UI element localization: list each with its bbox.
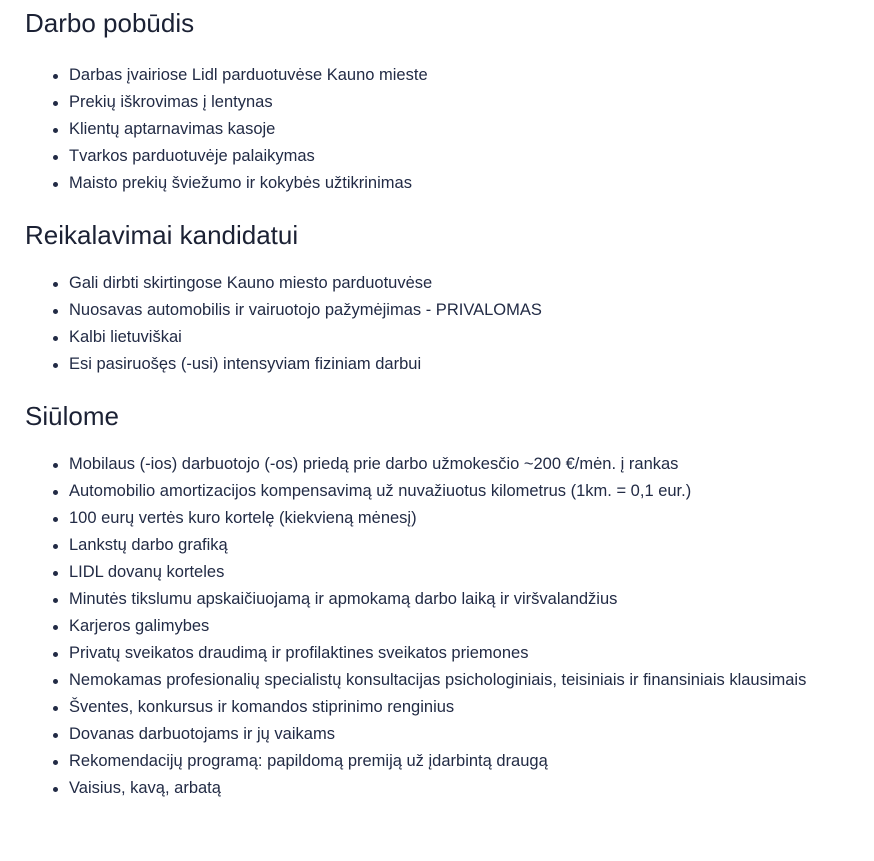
list-item: Gali dirbti skirtingose Kauno miesto parduotuvėse [25,270,860,297]
list-item: Lankstų darbo grafiką [25,532,860,559]
list-item: Darbas įvairiose Lidl parduotuvėse Kauno mieste [25,62,860,89]
list-item: Automobilio amortizacijos kompensavimą už nuvažiuotus kilometrus (1km. = 0,1 eur.) [25,478,860,505]
list-item: Klientų aptarnavimas kasoje [25,116,860,143]
list-item: Kalbi lietuviškai [25,324,860,351]
list-item: Rekomendacijų programą: papildomą premiją už įdarbintą draugą [25,748,860,775]
list-item: Nemokamas profesionalių specialistų konsultacijas psichologiniais, teisiniais ir finansiniais klausimais [25,667,860,694]
job-nature-list [25,62,860,197]
section-offer [25,399,860,802]
list-item: Prekių iškrovimas į lentynas [25,89,860,116]
list-item: Nuosavas automobilis ir vairuotojo pažymėjimas - PRIVALOMAS [25,297,860,324]
offer-list [25,451,860,802]
section-heading: Reikalavimai kandidatui [25,220,299,250]
list-item: Šventes, konkursus ir komandos stiprinimo renginius [25,694,860,721]
section-job-nature [25,6,860,197]
list-item: 100 eurų vertės kuro kortelę (kiekvieną mėnesį) [25,505,860,532]
list-item: Minutės tikslumu apskaičiuojamą ir apmokamą darbo laiką ir viršvalandžius [25,586,860,613]
list-item: Karjeros galimybes [25,613,860,640]
list-item: Dovanas darbuotojams ir jų vaikams [25,721,860,748]
section-heading: Siūlome [25,401,119,431]
list-item: Maisto prekių šviežumo ir kokybės užtikrinimas [25,170,860,197]
list-item: Privatų sveikatos draudimą ir profilaktines sveikatos priemones [25,640,860,667]
list-item: Vaisius, kavą, arbatą [25,775,860,802]
section-requirements [25,218,860,378]
section-heading: Darbo pobūdis [25,8,195,38]
list-item: Tvarkos parduotuvėje palaikymas [25,143,860,170]
list-item: Mobilaus (-ios) darbuotojo (-os) priedą prie darbo užmokesčio ~200 €/mėn. į rankas [25,451,860,478]
list-item: Esi pasiruošęs (-usi) intensyviam fiziniam darbui [25,351,860,378]
requirements-list [25,270,860,378]
list-item: LIDL dovanų korteles [25,559,860,586]
